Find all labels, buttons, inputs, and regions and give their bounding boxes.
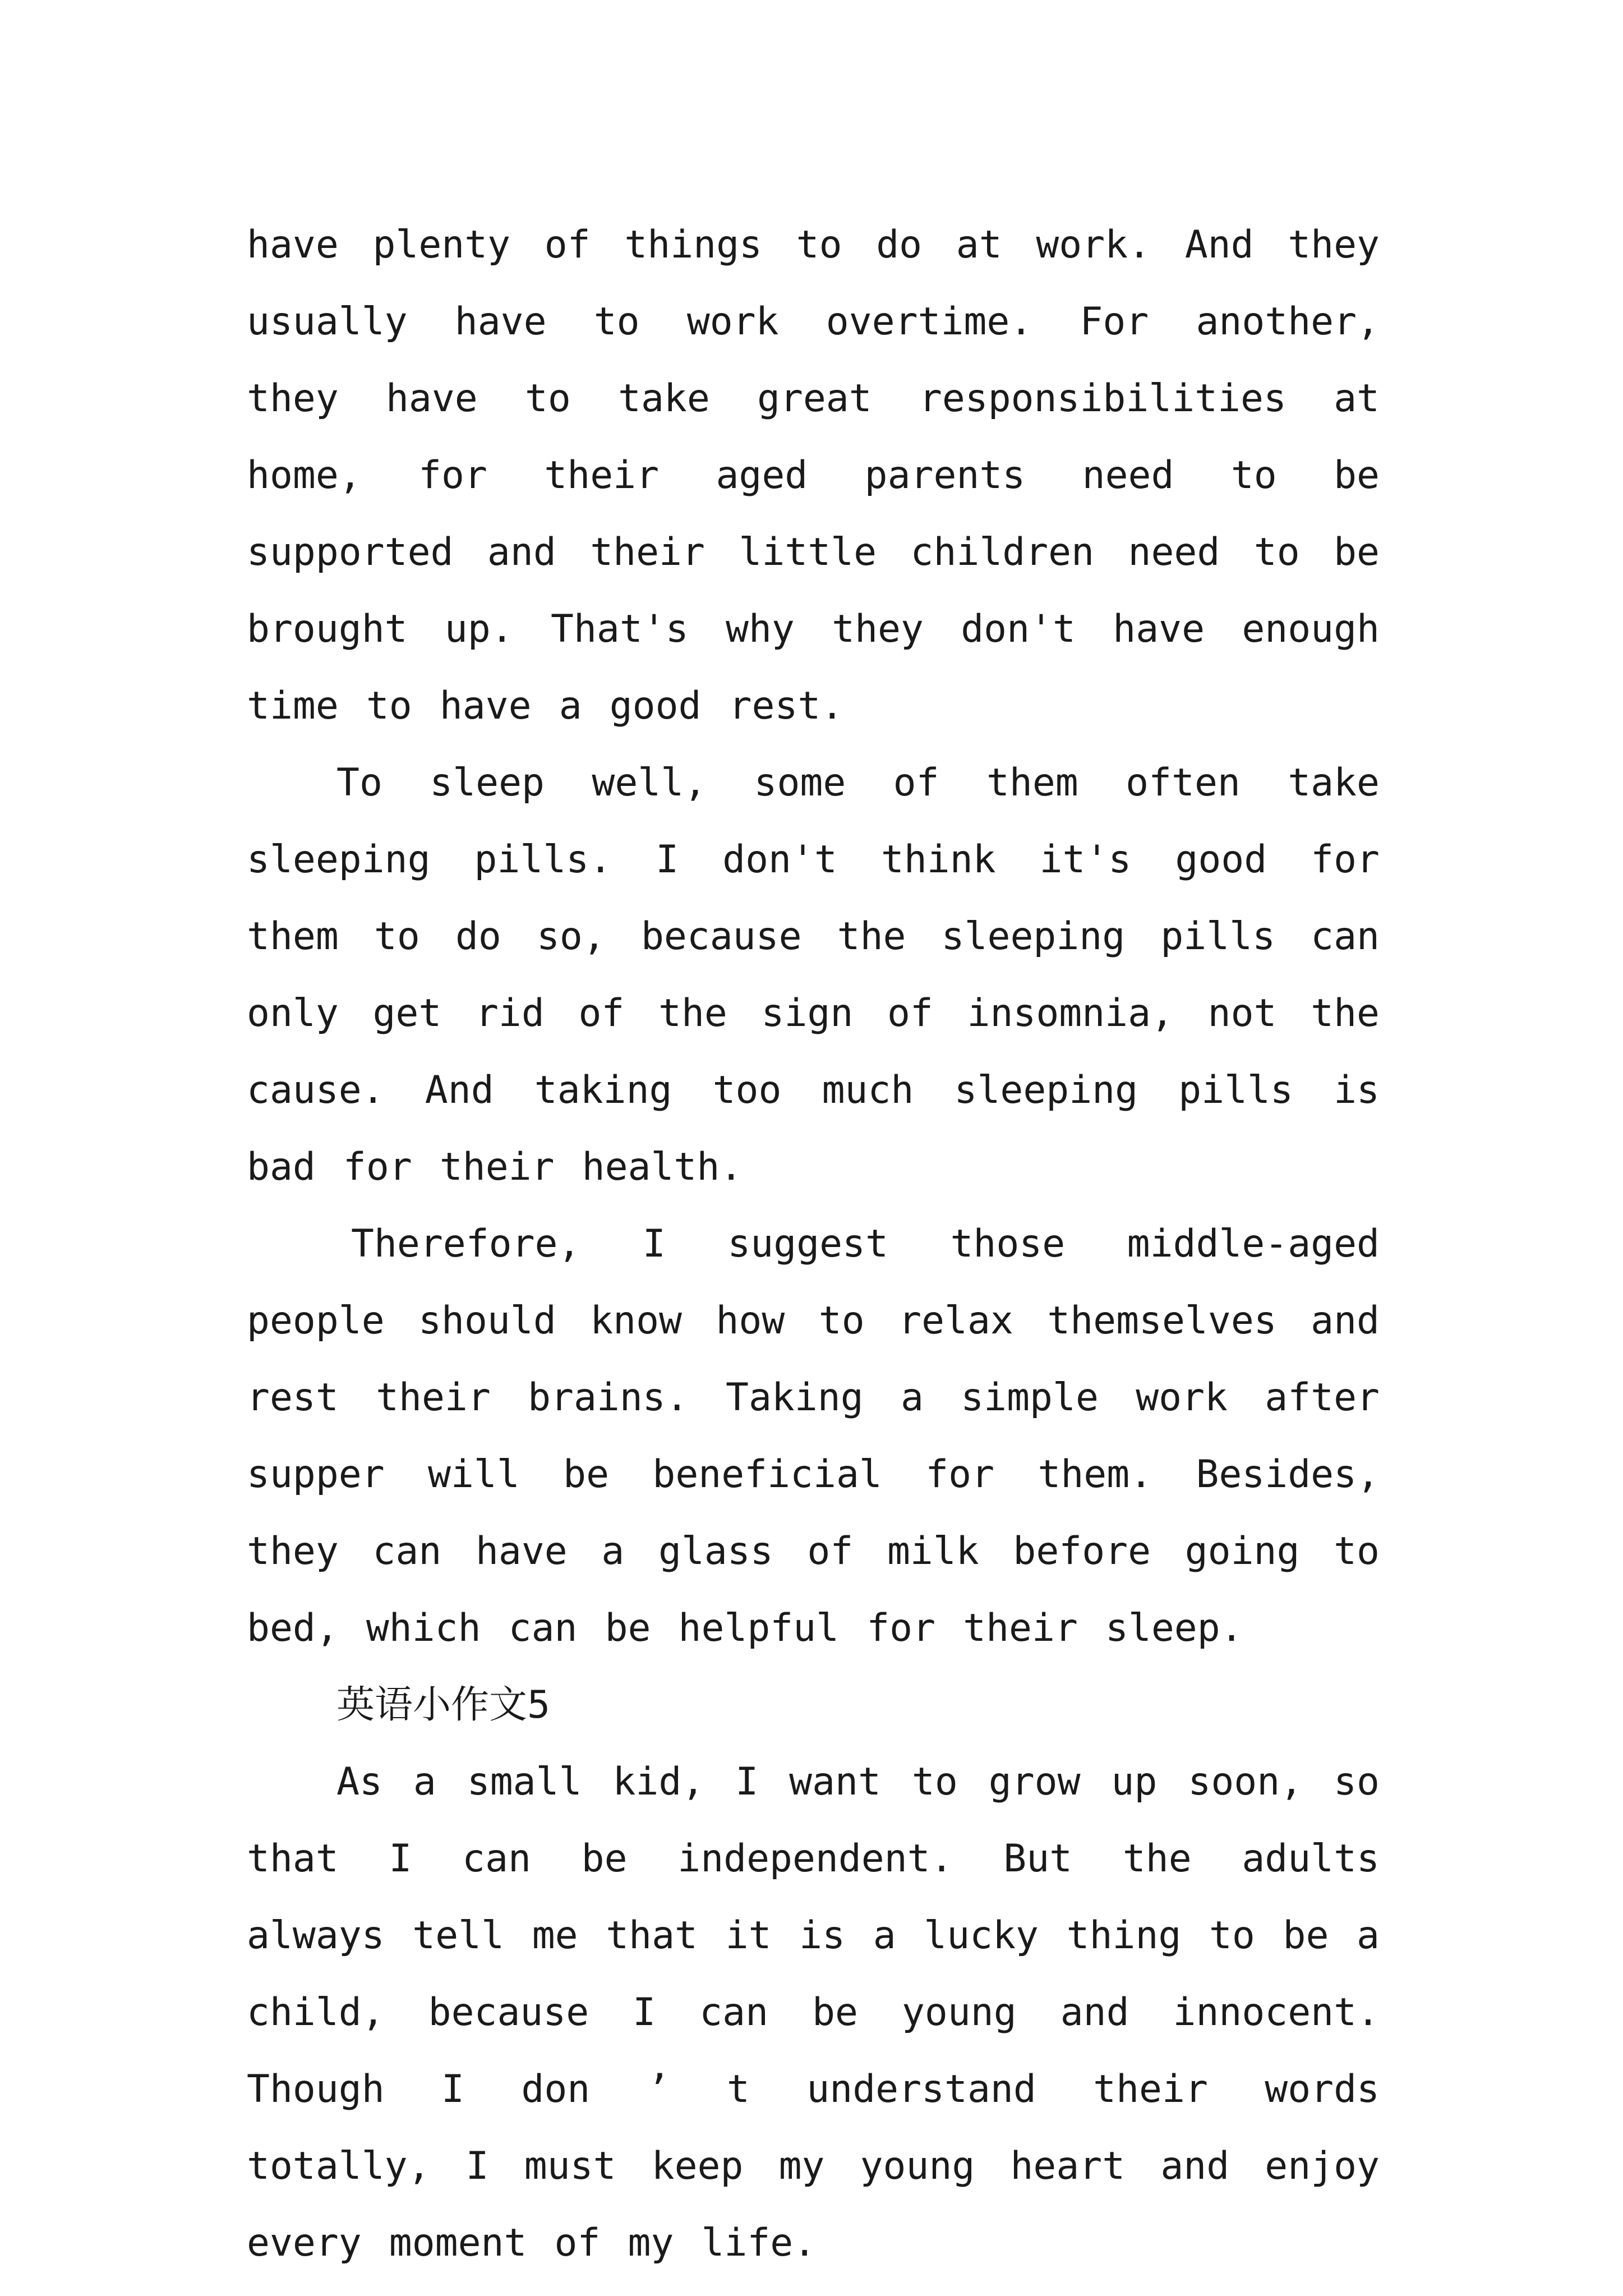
document-body (247, 206, 1380, 2281)
paragraph-suggestion: Therefore, I suggest those middle-aged people should know how to relax themselves and rest their brains. Taking a simple work after supper will be beneficial for them. Besides, they can have a glass of milk before going to bed, which can be helpful for their sleep. (247, 1222, 1380, 1650)
section-heading: 英语小作文5 (336, 1683, 550, 1727)
paragraph-sleeping-pills: To sleep well, some of them often take sleeping pills. I don't think it's good for them to do so, because the sleeping pills can only get rid of the sign of insomnia, not the cause. And taking too much sleeping pills is bad for their health. (247, 761, 1380, 1189)
paragraph-small-kid: As a small kid, I want to grow up soon, so that I can be independent. But the adults always tell me that it is a lucky thing to be a child, because I can be young and innocent. Though I don ’ t understand their words totally, I must keep my young heart and enjoy every moment of my life. (247, 1760, 1380, 2265)
paragraph-continuation: have plenty of things to do at work. And they usually have to work overtime. For another, they have to take great responsibilities at home, for their aged parents need to be supported and their little children need to be brought up. That's why they don't have enough time to have a good rest. (247, 223, 1380, 728)
